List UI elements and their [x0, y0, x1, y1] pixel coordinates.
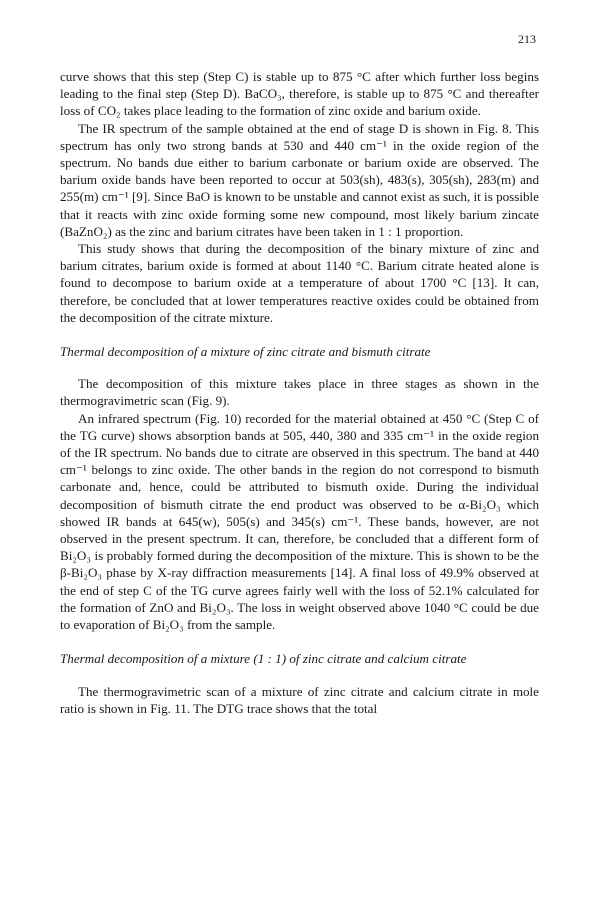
page-body — [60, 68, 539, 717]
paragraph: The IR spectrum of the sample obtained at the end of stage D is shown in Fig. 8. This spectrum has only two strong bands at 530 and 440 cm⁻¹ in the oxide region of the spectrum. No bands due either to barium carbonate or barium oxide are observed. The barium oxide bands have been reported to occur at 503(sh), 483(s), 305(sh), 283(m) and 255(m) cm⁻¹ [9]. Since BaO is known to be unstable and cannot exist as such, it is possible that it reacts with zinc oxide forming some new compound, most likely barium zincate (BaZnO₂) as the zinc and barium citrates have been taken in 1 : 1 proportion. — [60, 120, 539, 239]
paragraph: This study shows that during the decomposition of the binary mixture of zinc and barium citrates, barium oxide is formed at about 1140 °C. Barium citrate heated alone is found to decompose to barium oxide at a temperature of about 1700 °C [13]. It can, therefore, be concluded that at lower temperatures reactive oxides could be obtained from the decomposition of the citrate mixture. — [60, 241, 539, 325]
paragraph: The thermogravimetric scan of a mixture of zinc citrate and calcium citrate in mole ratio is shown in Fig. 11. The DTG trace shows that the total — [60, 683, 539, 716]
paragraph: An infrared spectrum (Fig. 10) recorded for the material obtained at 450 °C (Step C of the TG curve) shows absorption bands at 505, 440, 380 and 335 cm⁻¹ in the oxide region of the IR spectrum. No bands due to citrate are observed in this spectrum. The band at 440 cm⁻¹ belongs to zinc oxide. The other bands in the region do not correspond to bismuth carbonate and, hence, could be attributed to bismuth oxide. During the individual decomposition of bismuth citrate the end product was observed to be α-Bi₂O₃ which showed IR bands at 645(w), 505(s) and 345(s) cm⁻¹. These bands, however, are not observed in the present spectrum. It can, therefore, be concluded that a different form of Bi₂O₃ is probably formed during the decomposition of the mixture. This is shown to be the β-Bi₂O₃ phase by X-ray diffraction measurements [14]. A final loss of 49.9% observed at the end of step C of the TG curve agrees fairly well with the loss of 52.1% calculated for the formation of ZnO and Bi₂O₃. The loss in weight observed above 1040 °C could be due to evaporation of Bi₂O₃ from the sample. — [60, 410, 539, 633]
page-number: 213 — [518, 32, 536, 46]
paragraph: The decomposition of this mixture takes place in three stages as shown in the thermogravimetric scan (Fig. 9). — [60, 376, 539, 409]
section-heading: Thermal decomposition of a mixture of zinc citrate and bismuth citrate — [60, 344, 431, 360]
paragraph: curve shows that this step (Step C) is stable up to 875 °C after which further loss begins leading to the final step (Step D). BaCO₃, therefore, is stable up to 875 °C and thereafter loss of CO₂ takes place leading to the formation of zinc oxide and barium oxide. — [60, 69, 539, 119]
section-heading: Thermal decomposition of a mixture (1 : 1) of zinc citrate and calcium citrate — [60, 651, 467, 667]
